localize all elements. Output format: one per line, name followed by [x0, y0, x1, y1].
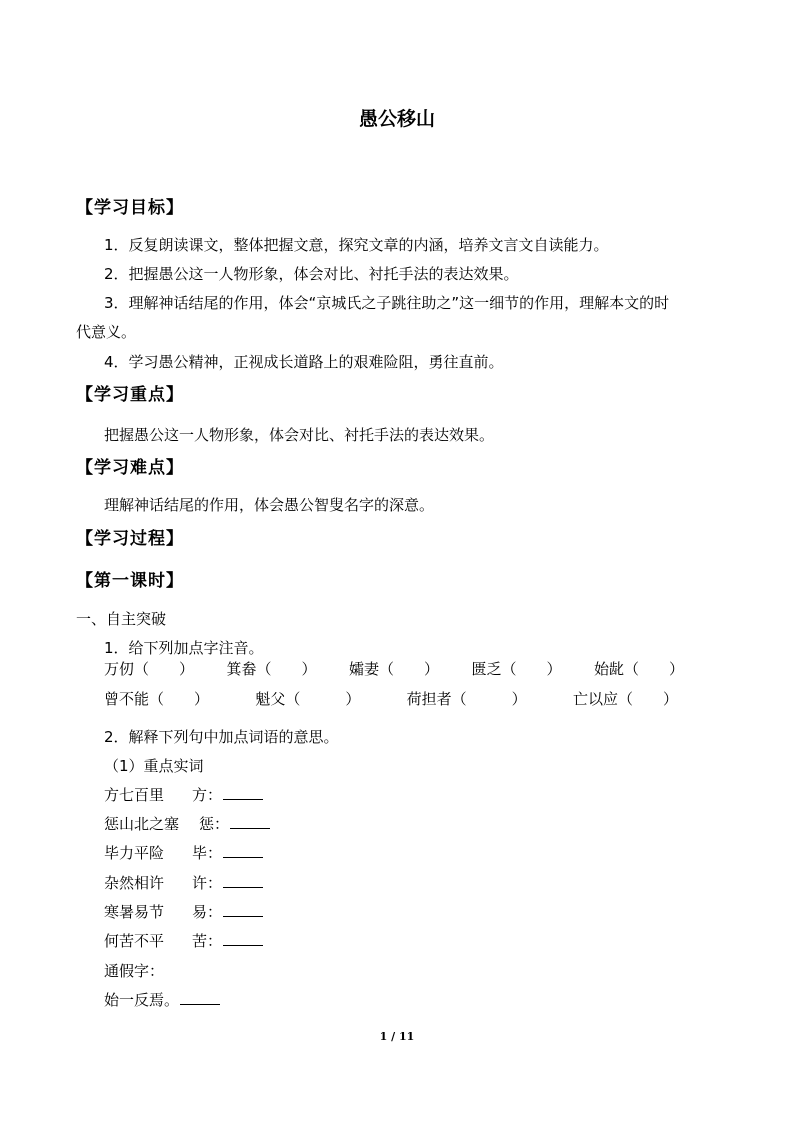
pinyin-item: 万仞（ ） — [104, 660, 195, 678]
pinyin-row-2 — [104, 688, 678, 709]
answer-blank — [223, 904, 263, 917]
focus-text: 把握愚公这一人物形象，体会对比、衬托手法的表达效果。 — [104, 426, 495, 444]
goal-2: 2．把握愚公这一人物形象，体会对比、衬托手法的表达效果。 — [104, 265, 519, 283]
subsection-1: （1）重点实词 — [104, 757, 204, 775]
pinyin-row-1 — [104, 658, 684, 679]
pinyin-item: 匮乏（ ） — [471, 660, 562, 678]
lesson-heading: 【第一课时】 — [76, 571, 184, 591]
pinyin-item: 曾不能（ ） — [104, 690, 210, 708]
goals-heading: 【学习目标】 — [76, 198, 184, 218]
pinyin-item: 箕畚（ ） — [226, 660, 317, 678]
goal-3-cont: 代意义。 — [76, 323, 137, 341]
question-1: 1．给下列加点字注音。 — [104, 639, 264, 657]
difficulty-heading: 【学习难点】 — [76, 458, 184, 478]
vocab-answer: 惩： — [199, 813, 270, 834]
pinyin-item: 魁父（ ） — [255, 690, 361, 708]
pinyin-item: 荷担者（ ） — [406, 690, 527, 708]
question-2: 2．解释下列句中加点词语的意思。 — [104, 728, 339, 746]
vocab-phrase: 惩山北之塞 — [104, 815, 180, 833]
vocab-phrase: 方七百里 — [104, 786, 165, 804]
vocab-phrase: 毕力平险 — [104, 844, 165, 862]
pinyin-item: 亡以应（ ） — [572, 690, 678, 708]
vocab-phrase: 杂然相许 — [104, 874, 165, 892]
goal-3: 3．理解神话结尾的作用，体会“京城氏之子跳往助之”这一细节的作用，理解本文的时 — [104, 294, 670, 312]
vocab-answer: 毕： — [192, 842, 263, 863]
difficulty-text: 理解神话结尾的作用，体会愚公智叟名字的深意。 — [104, 496, 435, 514]
focus-heading: 【学习重点】 — [76, 385, 184, 405]
process-heading: 【学习过程】 — [76, 529, 184, 549]
page-number: 1 / 11 — [379, 1030, 415, 1043]
page-title: 愚公移山 — [358, 108, 435, 130]
answer-blank — [223, 875, 263, 888]
vocab-answer: 苦： — [192, 930, 263, 951]
tongjia-label: 通假字： — [104, 962, 165, 980]
vocab-phrase: 寒暑易节 — [104, 903, 165, 921]
vocab-answer: 许： — [192, 872, 263, 893]
answer-blank — [223, 933, 263, 946]
vocab-answer: 易： — [192, 901, 263, 922]
answer-blank — [223, 787, 263, 800]
part-title: 一、自主突破 — [76, 610, 167, 628]
tongjia-item: 始一反焉。 — [104, 989, 220, 1010]
pinyin-item: 始龀（ ） — [593, 660, 684, 678]
goal-4: 4．学习愚公精神，正视成长道路上的艰难险阻，勇往直前。 — [104, 353, 504, 371]
answer-blank — [223, 845, 263, 858]
answer-blank — [230, 816, 270, 829]
answer-blank — [180, 992, 220, 1005]
goal-1: 1．反复朗读课文，整体把握文意，探究文章的内涵，培养文言文自读能力。 — [104, 236, 609, 254]
vocab-phrase: 何苦不平 — [104, 932, 165, 950]
pinyin-item: 孀妻（ ） — [348, 660, 439, 678]
vocab-answer: 方： — [192, 784, 263, 805]
